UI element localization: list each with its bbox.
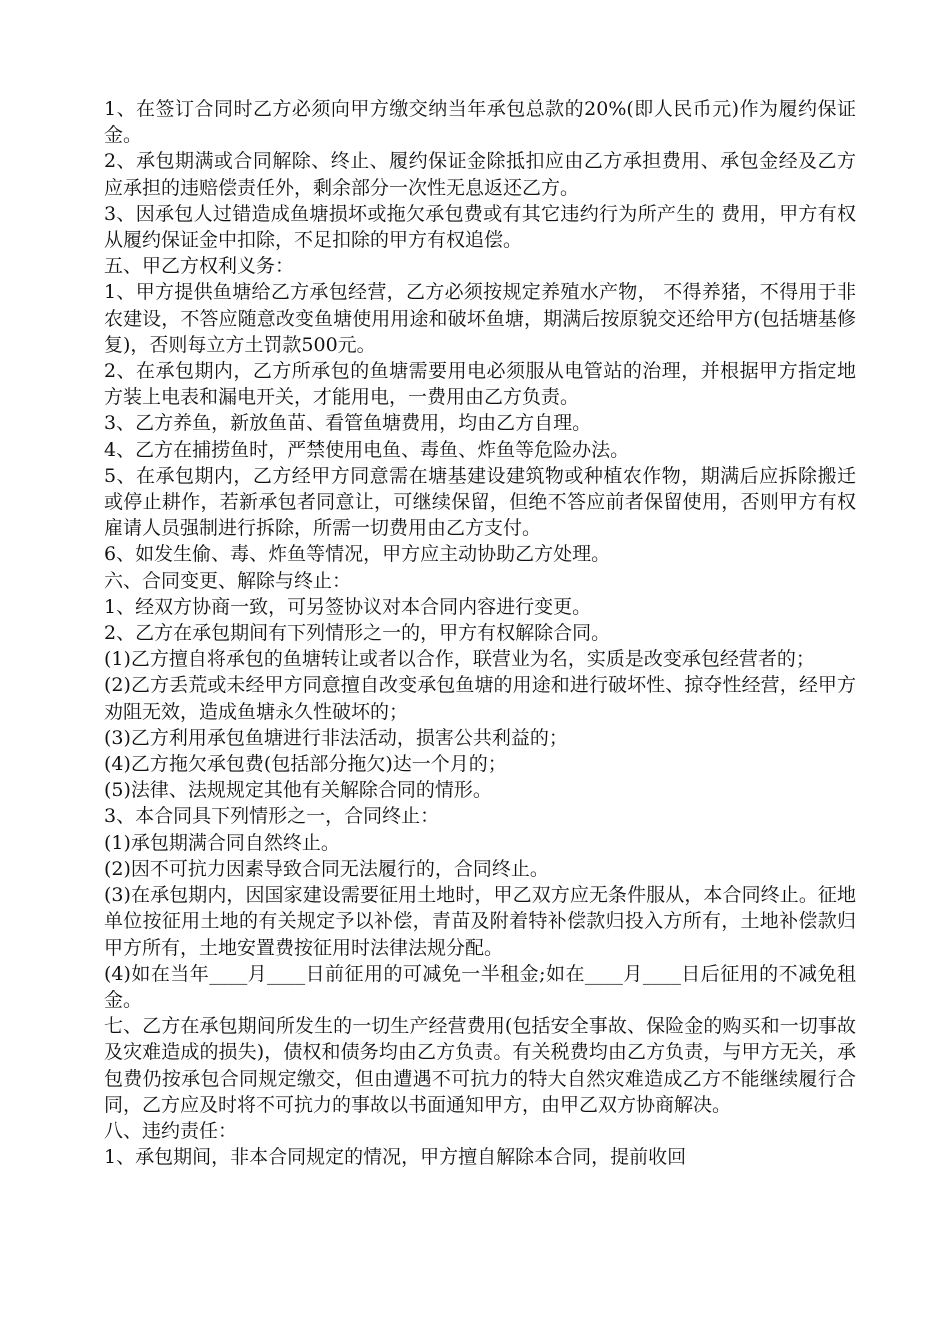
paragraph: 3、本合同具下列情形之一，合同终止： (104, 805, 440, 828)
paragraph: 4、乙方在捕捞鱼时，严禁使用电鱼、毒鱼、炸鱼等危险办法。 (104, 438, 630, 461)
paragraph: (3)在承包期内，因国家建设需要征用土地时，甲乙双方应无条件服从，本合同终止。征地单位按征用土地的有关规定予以补偿，青苗及附着特补偿款归投入方所有，土地补偿款归甲方所有，土地安置费按征用时法律法规分配。 (104, 884, 856, 959)
paragraph: 2、乙方在承包期间有下列情形之一的，甲方有权解除合同。 (104, 622, 611, 645)
document-body (104, 96, 856, 1170)
paragraph: 2、在承包期内，乙方所承包的鱼塘需要用电必须服从电管站的治理，并根据甲方指定地方装上电表和漏电开关，才能用电，一费用由乙方负责。 (104, 360, 856, 409)
paragraph: (4)如在当年____月____日前征用的可减免一半租金;如在____月____日后征用的不减免租金。 (104, 962, 856, 1011)
section-heading: 六、合同变更、解除与终止： (104, 569, 352, 592)
paragraph: (2)乙方丢荒或未经甲方同意擅自改变承包鱼塘的用途和进行破坏性、掠夺性经营，经甲方劝阻无效，造成鱼塘永久性破坏的； (104, 674, 856, 723)
paragraph: 5、在承包期内，乙方经甲方同意需在塘基建设建筑物或种植农作物，期满后应拆除搬迁或停止耕作，若新承包者同意让，可继续保留，但绝不答应前者保留使用，否则甲方有权雇请人员强制进行拆除，所需一切费用由乙方支付。 (104, 464, 856, 540)
paragraph: 3、因承包人过错造成鱼塘损坏或拖欠承包费或有其它违约行为所产生的 费用，甲方有权从履约保证金中扣除，不足扣除的甲方有权追偿。 (104, 202, 856, 252)
section-heading: 五、甲乙方权利义务： (104, 255, 295, 278)
paragraph: 6、如发生偷、毒、炸鱼等情况，甲方应主动协助乙方处理。 (104, 543, 611, 566)
paragraph: 1、在签订合同时乙方必须向甲方缴交纳当年承包总款的20%(即人民币元)作为履约保证金。 (104, 98, 856, 147)
paragraph: (1)承包期满合同自然终止。 (104, 831, 340, 854)
paragraph: (1)乙方擅自将承包的鱼塘转让或者以合作，联营业为名，实质是改变承包经营者的； (104, 648, 815, 671)
paragraph: 2、承包期满或合同解除、终止、履约保证金除抵扣应由乙方承担费用、承包金经及乙方应承担的违赔偿责任外，剩余部分一次性无息返还乙方。 (104, 150, 856, 199)
paragraph: (3)乙方利用承包鱼塘进行非法活动，损害公共利益的； (104, 726, 568, 749)
paragraph: 1、经双方协商一致，可另签协议对本合同内容进行变更。 (104, 595, 592, 618)
paragraph: (4)乙方拖欠承包费(包括部分拖欠)达一个月的； (104, 753, 507, 776)
paragraph: (5)法律、法规规定其他有关解除合同的情形。 (104, 779, 492, 802)
section-heading: 七、乙方在承包期间所发生的一切生产经营费用(包括安全事故、保险金的购买和一切事故及灾难造成的损失)，债权和债务均由乙方负责。有关税费均由乙方负责，与甲方无关，承包费仍按承包合同规定缴交，但由遭遇不可抗力的特大自然灾难造成乙方不能继续履行合同，乙方应及时将不可抗力的事故以书面通知甲方，由甲乙双方协商解决。 (104, 1015, 856, 1116)
paragraph: 3、乙方养鱼，新放鱼苗、看管鱼塘费用，均由乙方自理。 (104, 412, 592, 435)
paragraph: (2)因不可抗力因素导致合同无法履行的，合同终止。 (104, 857, 549, 880)
paragraph: 1、甲方提供鱼塘给乙方承包经营，乙方必须按规定养殖水产物， 不得养猪，不得用于非农建设，不答应随意改变鱼塘使用用途和破坏鱼塘，期满后按原貌交还给甲方(包括塘基修复)，否则每立方土罚款500元。 (104, 281, 856, 356)
section-heading: 八、违约责任： (104, 1119, 238, 1142)
paragraph: 1、承包期间，非本合同规定的情况，甲方擅自解除本合同，提前收回 (104, 1146, 687, 1169)
